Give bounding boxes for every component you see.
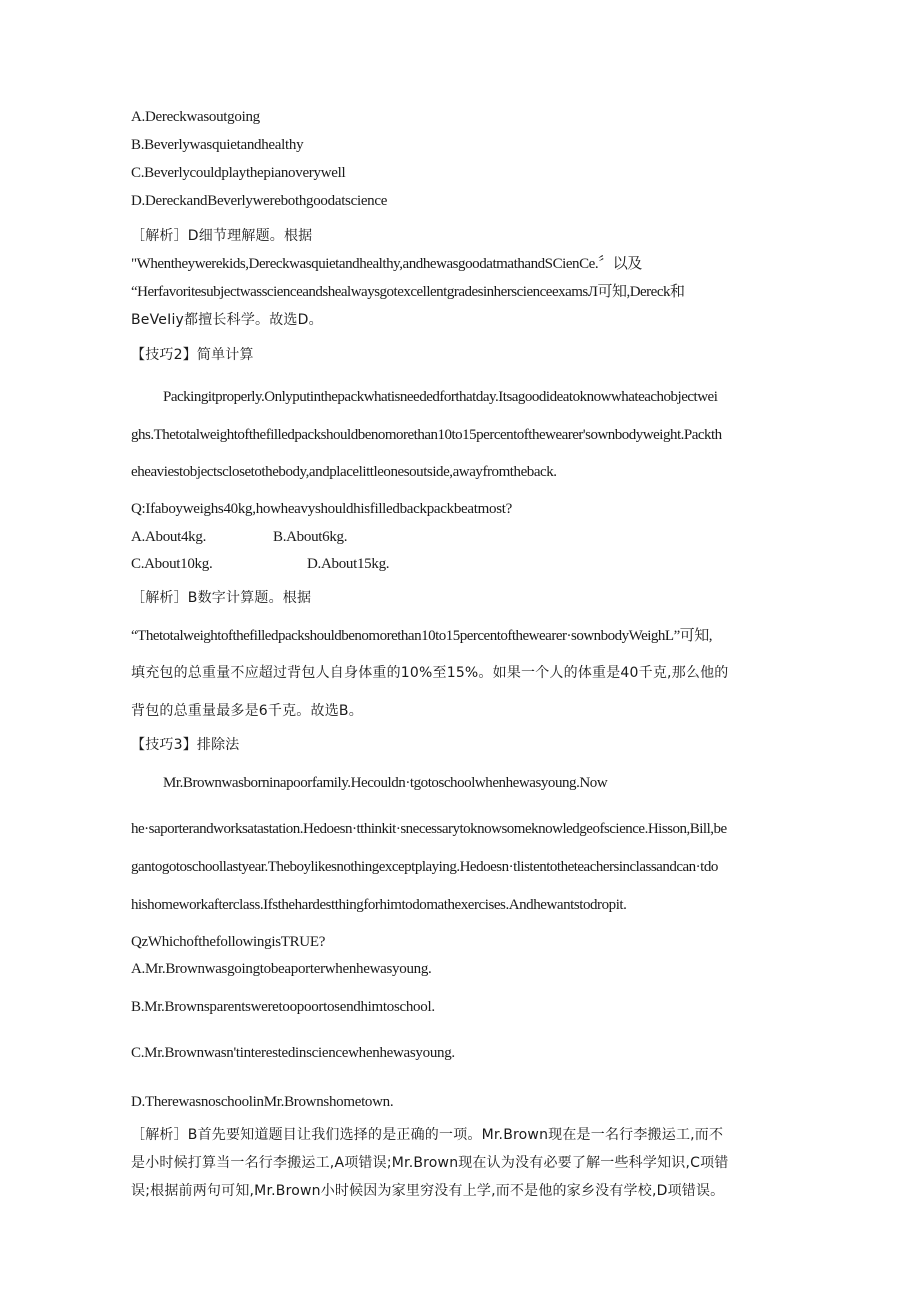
skill2-option-c: C.About10kg.	[131, 556, 213, 572]
skill3-option-d: D.TherewasnoschoolinMr.Brownshometown.	[131, 1094, 394, 1110]
skill2-question: Q:Ifaboyweighs40kg,howheavyshouldhisfilledbackpackbeatmost?	[131, 501, 512, 517]
skill2-analysis-line-2: “Thetotalweightofthefilledpackshouldbenomorethan10to15percentofthewearer·sownbodyWeighL”可知,	[131, 628, 712, 644]
skill3-passage-line-3: gantogotoschoollastyear.Theboylikesnothingexceptplaying.Hedoesn·tlistentotheteachersinclassandcan·tdo	[131, 859, 718, 875]
skill2-analysis-line-4: 背包的总重量最多是6千克。故选B。	[131, 703, 363, 719]
skill2-option-b: B.About6kg.	[273, 529, 348, 545]
skill2-passage-line-3: eheaviestobjectsclosetothebody,andplacelittleonesoutside,awayfromtheback.	[131, 464, 557, 480]
skill3-option-a: A.Mr.Brownwasgoingtobeaporterwhenhewasyoung.	[131, 961, 432, 977]
skill2-passage-line-1: Packingitproperly.Onlyputinthepackwhatisneededforthatday.Itsagoodideatoknowwhateachobjectwei	[163, 389, 718, 405]
skill2-analysis-line-3: 填充包的总重量不应超过背包人自身体重的10%至15%。如果一个人的体重是40千克,那么他的	[131, 665, 729, 681]
q1-analysis-line-2: "Whentheywerekids,Dereckwasquietandhealthy,andhewasgoodatmathandSCienCe.〞以及	[131, 256, 642, 272]
skill3-passage-line-2: he·saporterandworksatastation.Hedoesn·tthinkit·snecessarytoknowsomeknowledgeofscience.Hisson,Bill,be	[131, 821, 727, 837]
skill3-analysis-line-3: 误;根据前两句可知,Mr.Brown小时候因为家里穷没有上学,而不是他的家乡没有学校,D项错误。	[131, 1183, 725, 1199]
skill3-analysis-line-2: 是小时候打算当一名行李搬运工,A项错误;Mr.Brown现在认为没有必要了解一些科学知识,C项错	[131, 1155, 729, 1171]
skill2-passage-line-2: ghs.Thetotalweightofthefilledpackshouldbenomorethan10to15percentofthewearer'sownbodyweight.Packth	[131, 427, 722, 443]
q1-analysis-line-4: BeVeIiy都擅长科学。故选D。	[131, 312, 323, 328]
q1-option-a: A.Dereckwasoutgoing	[131, 109, 260, 125]
skill3-option-b: B.Mr.Brownsparentsweretoopoortosendhimtoschool.	[131, 999, 435, 1015]
skill2-heading: 【技巧2】简单计算	[131, 347, 254, 363]
q1-option-c: C.Beverlycouldplaythepianoverywell	[131, 165, 346, 181]
skill3-option-c: C.Mr.Brownwasn'tinterestedinsciencewhenhewasyoung.	[131, 1045, 455, 1061]
q1-option-d: D.DereckandBeverlywerebothgoodatscience	[131, 193, 388, 209]
skill3-passage-line-4: hishomeworkafterclass.Ifsthehardestthingforhimtodomathexercises.Andhewantstodropit.	[131, 897, 627, 913]
skill3-analysis-line-1: ［解析］B首先要知道题目让我们选择的是正确的一项。Mr.Brown现在是一名行李搬运工,而不	[131, 1127, 724, 1143]
skill3-heading: 【技巧3】排除法	[131, 737, 240, 753]
skill3-question: QzWhichofthefollowingisTRUE?	[131, 934, 326, 950]
skill2-option-a: A.About4kg.	[131, 529, 207, 545]
q1-option-b: B.Beverlywasquietandhealthy	[131, 137, 304, 153]
skill2-option-d: D.About15kg.	[307, 556, 390, 572]
q1-analysis-line-3: “HerfavoritesubjectwasscienceandshealwaysgotexcellentgradesinherscienceexamsЛ可知,Dereck和	[131, 284, 685, 300]
skill2-analysis-line-1: ［解析］B数字计算题。根据	[131, 590, 312, 606]
q1-analysis-line-1: ［解析］D细节理解题。根据	[131, 228, 313, 244]
skill3-passage-line-1: Mr.Brownwasborninapoorfamily.Hecouldn·tgotoschoolwhenhewasyoung.Now	[163, 775, 608, 791]
